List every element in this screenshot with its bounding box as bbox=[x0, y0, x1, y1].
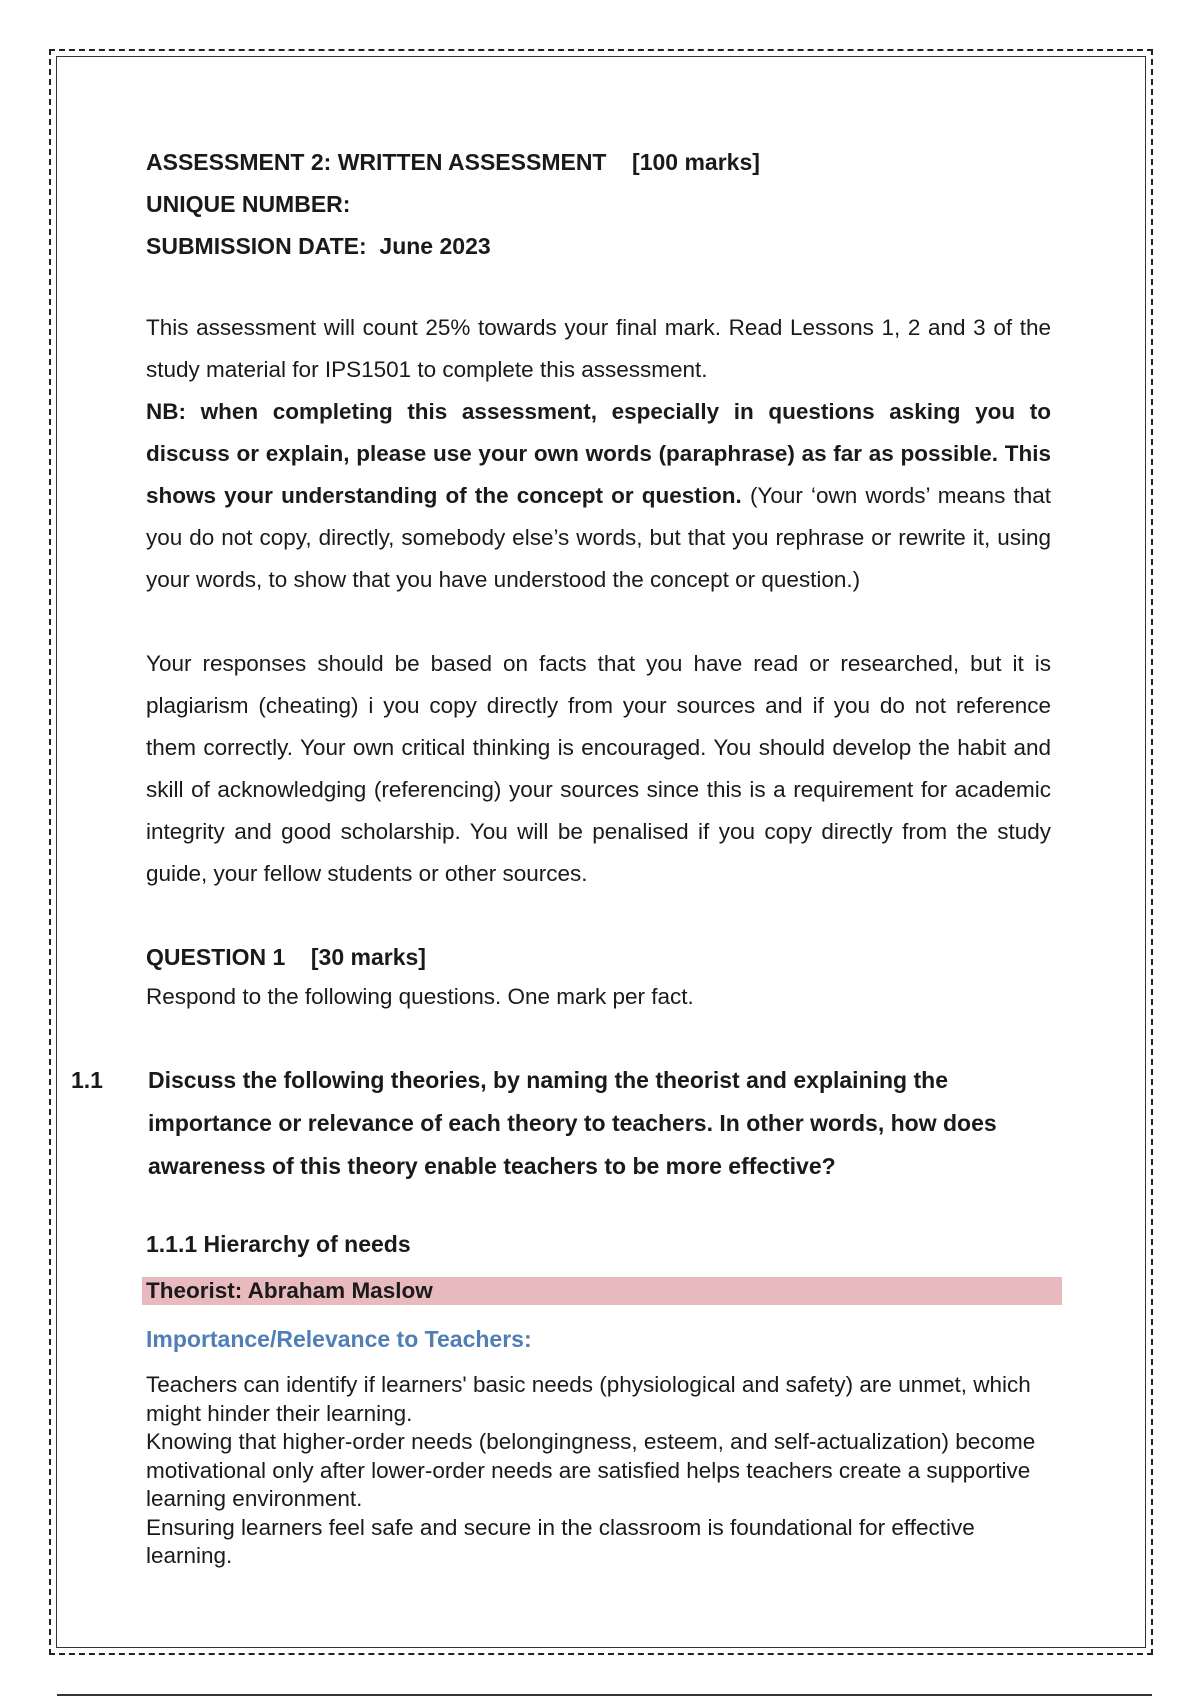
assessment-title: ASSESSMENT 2: WRITTEN ASSESSMENT bbox=[146, 149, 607, 175]
importance-heading: Importance/Relevance to Teachers: bbox=[146, 1326, 532, 1352]
assessment-title-line bbox=[146, 141, 1051, 183]
submission-label: SUBMISSION DATE: bbox=[146, 233, 367, 259]
answer-block bbox=[146, 1371, 1066, 1571]
unique-number-label: UNIQUE NUMBER: bbox=[146, 191, 351, 217]
answer-line: Ensuring learners feel safe and secure in the classroom is foundational for effective learning. bbox=[146, 1514, 975, 1568]
plagiarism-paragraph: Your responses should be based on facts that you have read or researched, but it is plagiarism (cheating) i you copy directly from your sources and if you do not reference them correctly. Your own critical thinking is encouraged. You should develop the habit and skill of acknowledging (referencing) your sources since this is a requirement for academic integrity and good scholarship. You will be penalised if you copy directly from the study guide, your fellow students or other sources. bbox=[146, 651, 1051, 886]
question-1-1-text: Discuss the following theories, by naming the theorist and explaining the importance or relevance of each theory to teachers. In other words, how does awareness of this theory enable teachers to be more effective? bbox=[148, 1067, 997, 1179]
nb-bold-text: NB: when completing this assessment, especially in questions asking you to discuss or explain, please use your own words (paraphrase) as far as possible. This shows your understanding of the concept or question. bbox=[146, 399, 1051, 508]
question-1-instruction: Respond to the following questions. One mark per fact. bbox=[146, 984, 694, 1009]
intro-paragraph: This assessment will count 25% towards your final mark. Read Lessons 1, 2 and 3 of the study material for IPS1501 to complete this assessment. bbox=[146, 315, 1051, 382]
answer-line: Knowing that higher-order needs (belongingness, esteem, and self-actualization) become motivational only after lower-order needs are satisfied helps teachers create a supportive learning environment. bbox=[146, 1429, 1036, 1511]
question-1-title: QUESTION 1 bbox=[146, 944, 286, 970]
answer-line: Teachers can identify if learners' basic needs (physiological and safety) are unmet, which might hinder their learning. bbox=[146, 1372, 1031, 1426]
sub-question-heading: 1.1.1 Hierarchy of needs bbox=[146, 1231, 411, 1257]
submission-date-line bbox=[146, 225, 1051, 267]
submission-value: June 2023 bbox=[379, 233, 491, 259]
question-1-marks: [30 marks] bbox=[310, 944, 426, 970]
question-1-1 bbox=[71, 1059, 1051, 1188]
theorist-highlight: Theorist: Abraham Maslow bbox=[142, 1277, 1062, 1305]
question-1-1-number: 1.1 bbox=[71, 1067, 103, 1093]
bottom-divider bbox=[57, 1694, 1152, 1696]
document-body bbox=[71, 141, 1051, 1571]
assessment-marks: [100 marks] bbox=[632, 149, 760, 175]
nb-rest-text: (Your ‘own words’ means that you do not copy, directly, somebody else’s words, but that you rephrase or rewrite it, using your words, to show that you have understood the concept or question.) bbox=[146, 483, 1051, 592]
nb-paragraph bbox=[146, 391, 1051, 601]
question-1-heading bbox=[146, 937, 1051, 977]
